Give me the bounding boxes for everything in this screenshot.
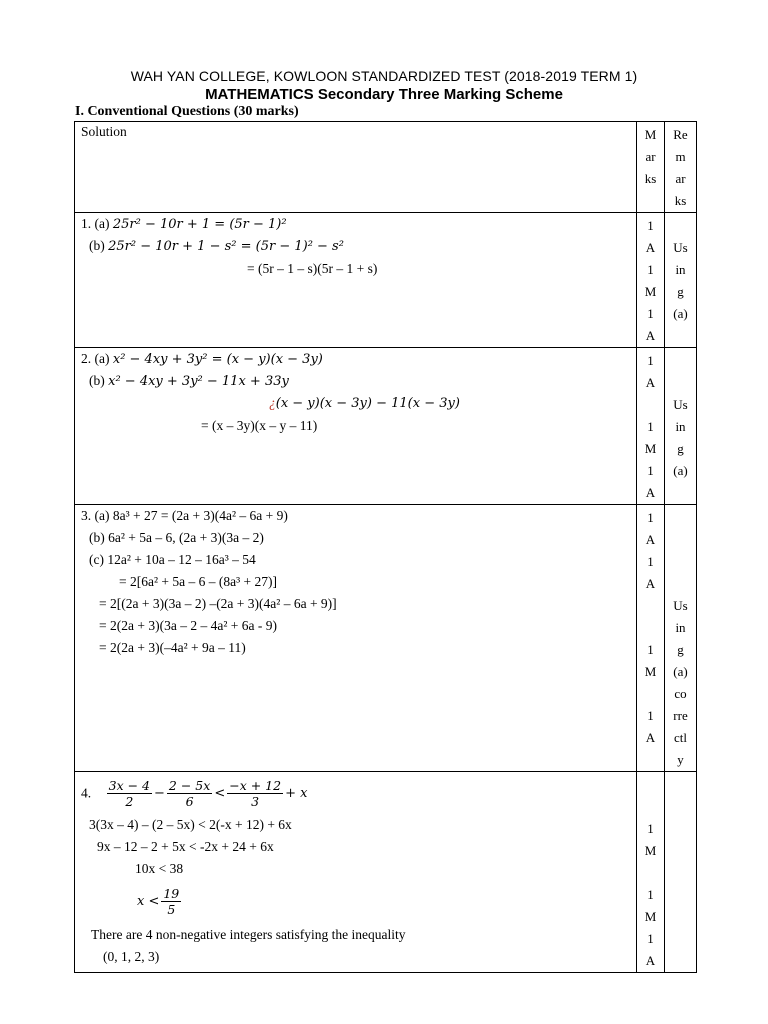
question-4-remarks	[665, 772, 697, 973]
q4-fraction-1: $\frac{3x - 4}{2}$	[108, 778, 151, 809]
remark-entry: rre	[673, 708, 688, 723]
q2-step-line: ¿(x − y)(x − 3y) − 11(x − 3y)	[269, 395, 460, 411]
mark-entry: 1	[647, 708, 654, 723]
mark-entry: M	[644, 664, 657, 679]
q1b-line: (b) 25r² − 10r + 1 − s² = (5r − 1)² − s²	[89, 238, 344, 254]
remarks-header-part: ks	[674, 193, 687, 208]
mark-entry: 1	[647, 931, 654, 946]
question-2-solution	[75, 348, 637, 505]
header-school-test: WAH YAN COLLEGE, KOWLOON STANDARDIZED TEST (2018-2019 TERM 1)	[130, 68, 638, 84]
remark-entry: (a)	[673, 306, 688, 321]
mark-entry	[637, 394, 664, 416]
question-1-solution	[75, 213, 637, 348]
mark-entry: A	[645, 328, 656, 343]
question-1-marks	[637, 213, 665, 348]
header-subject: MATHEMATICS Secondary Three Marking Scheme	[205, 86, 563, 103]
mark-entry: M	[644, 843, 657, 858]
marks-header-part: ar	[645, 149, 656, 164]
mark-entry: 1	[647, 510, 654, 525]
q1a-line: 1. (a) 25r² − 10r + 1 = (5r − 1)²	[81, 216, 287, 232]
remark-entry: Us	[673, 240, 688, 255]
remark-entry: in	[675, 262, 686, 277]
mark-entry	[637, 683, 664, 705]
remark-entry: Us	[673, 397, 688, 412]
solution-header: Solution	[81, 124, 127, 139]
mark-entry: 1	[647, 642, 654, 657]
q4-line-5: x < $\frac{19}{5}$	[137, 886, 180, 917]
question-4-marks	[637, 772, 665, 973]
section-title: I. Conventional Questions (30 marks)	[75, 104, 299, 119]
mark-entry: A	[645, 485, 656, 500]
remark-entry: g	[677, 284, 684, 299]
mark-entry: 1	[647, 463, 654, 478]
q3-line-4: = 2[6a² + 5a – 6 – (8a³ + 27)]	[119, 574, 278, 589]
mark-entry: A	[645, 576, 656, 591]
q4-line-3: 9x – 12 – 2 + 5x < -2x + 24 + 6x	[97, 839, 274, 854]
remarks-header-part: ar	[675, 171, 686, 186]
mark-entry	[637, 862, 664, 884]
remarks-header-part: Re	[673, 127, 688, 142]
q3-line-6: = 2(2a + 3)(3a – 2 – 4a² + 6a - 9)	[99, 618, 277, 633]
remark-entry: co	[674, 686, 687, 701]
marks-header-part: M	[644, 127, 657, 142]
mark-entry: M	[644, 284, 657, 299]
q3-line-5: = 2[(2a + 3)(3a – 2) –(2a + 3)(4a² – 6a + 9)]	[99, 596, 337, 611]
mark-entry: M	[644, 909, 657, 924]
q4-fraction-3: $\frac{-x + 12}{3}$	[229, 778, 282, 809]
mark-entry: 1	[647, 419, 654, 434]
mark-entry: 1	[647, 218, 654, 233]
mark-entry: 1	[647, 353, 654, 368]
question-3-marks	[637, 505, 665, 772]
remark-entry: ctl	[674, 730, 687, 745]
mark-entry: 1	[647, 821, 654, 836]
question-4-solution	[75, 772, 637, 973]
question-1-remarks	[665, 213, 697, 348]
q4-line-4: 10x < 38	[135, 861, 184, 876]
q4-fraction-2: $\frac{2 - 5x}{6}$	[168, 778, 211, 809]
mark-entry: A	[645, 240, 656, 255]
question-3-row	[75, 505, 697, 772]
remark-entry: in	[675, 620, 686, 635]
marks-header	[637, 122, 665, 213]
q4-inequality: 4. $\frac{3x - 4}{2}$ − $\frac{2 - 5x}{6}$ < $\frac{-x + 12}{3}$ + x	[81, 778, 308, 809]
q3-line-3: (c) 12a² + 10a – 12 – 16a³ – 54	[89, 552, 256, 567]
q1-factorized-line: = (5r – 1 – s)(5r – 1 + s)	[247, 261, 378, 276]
remark-entry: Us	[673, 598, 688, 613]
remarks-header	[665, 122, 697, 213]
marking-table	[74, 121, 697, 973]
mark-entry: A	[645, 375, 656, 390]
q2a-line: 2. (a) x² − 4xy + 3y² = (x − y)(x − 3y)	[81, 351, 323, 367]
question-3-remarks	[665, 505, 697, 772]
remark-entry: y	[677, 752, 684, 767]
remark-entry: in	[675, 419, 686, 434]
question-1-row	[75, 213, 697, 348]
mark-entry	[637, 595, 664, 617]
mark-entry: A	[645, 953, 656, 968]
q4-line-7: (0, 1, 2, 3)	[103, 949, 160, 964]
question-4-row	[75, 772, 697, 973]
question-2-marks	[637, 348, 665, 505]
mark-entry: 1	[647, 554, 654, 569]
q3-line-7: = 2(2a + 3)(–4a² + 9a – 11)	[99, 640, 246, 655]
mark-entry: A	[645, 730, 656, 745]
mark-entry: A	[645, 532, 656, 547]
marks-header-part: ks	[644, 171, 657, 186]
remark-entry: (a)	[673, 463, 688, 478]
q4-line-6: There are 4 non-negative integers satisfying the inequality	[91, 927, 406, 942]
q2-factorized-line: = (x – 3y)(x – y – 11)	[201, 418, 318, 433]
mark-entry: 1	[647, 306, 654, 321]
question-3-solution	[75, 505, 637, 772]
q3-line-1: 3. (a) 8a³ + 27 = (2a + 3)(4a² – 6a + 9)	[81, 508, 288, 523]
mark-entry: M	[644, 441, 657, 456]
remark-entry: g	[677, 441, 684, 456]
remarks-header-part: m	[675, 149, 686, 164]
mark-entry: 1	[647, 262, 654, 277]
remark-entry: (a)	[673, 664, 688, 679]
table-header-row	[75, 122, 697, 213]
q4-fraction-19-5: $\frac{19}{5}$	[163, 886, 180, 917]
remark-entry: g	[677, 642, 684, 657]
question-2-remarks	[665, 348, 697, 505]
mark-entry	[637, 617, 664, 639]
q4-line-2: 3(3x – 4) – (2 – 5x) < 2(-x + 12) + 6x	[89, 817, 292, 832]
q2b-line: (b) x² − 4xy + 3y² − 11x + 33y	[89, 373, 289, 389]
mark-entry: 1	[647, 887, 654, 902]
question-2-row	[75, 348, 697, 505]
q3-line-2: (b) 6a² + 5a – 6, (2a + 3)(3a – 2)	[89, 530, 264, 545]
